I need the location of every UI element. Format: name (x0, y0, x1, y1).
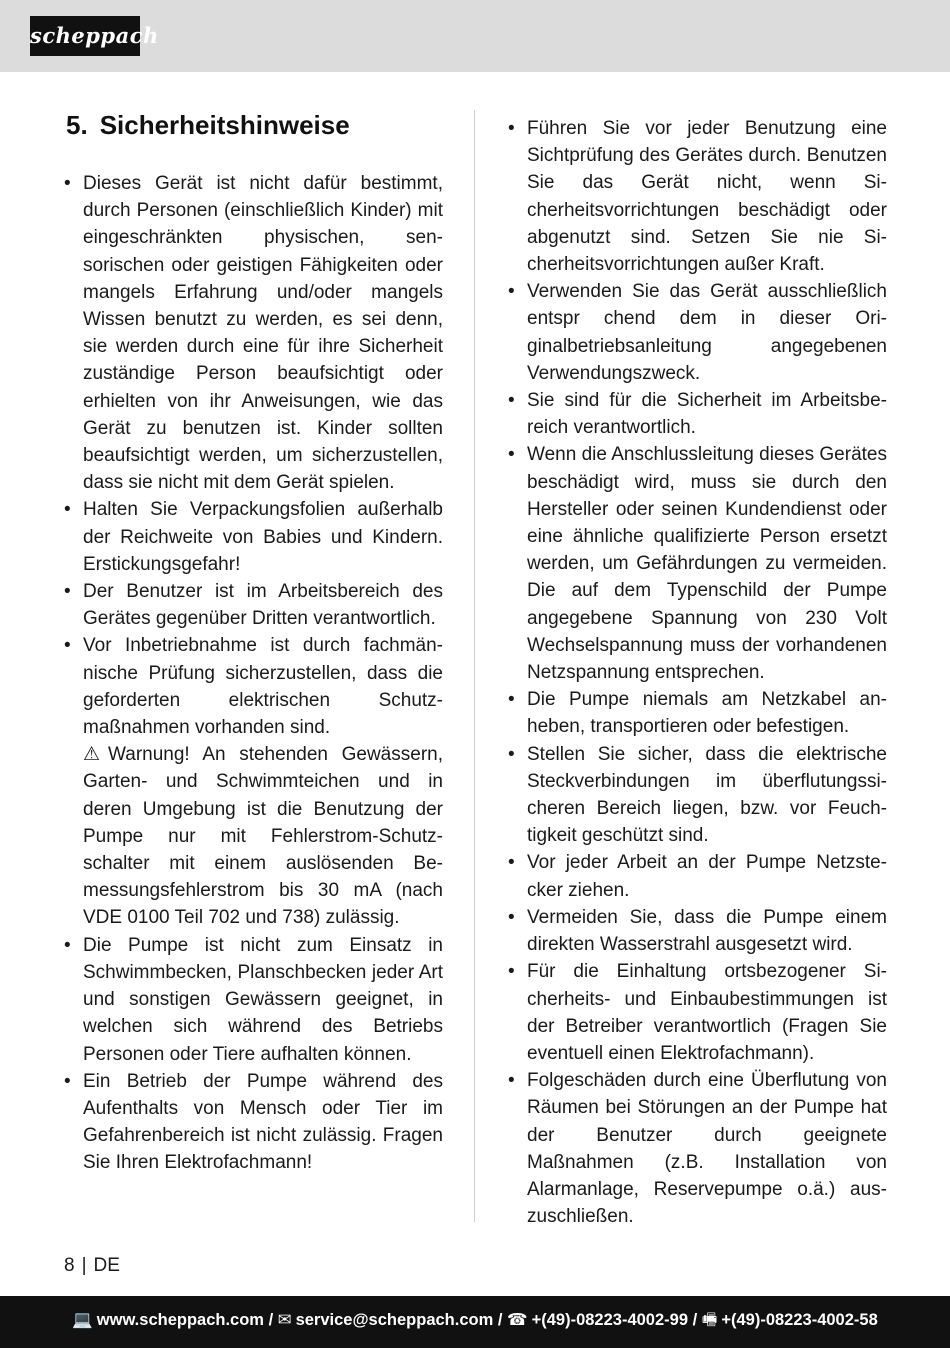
safety-note-15: • Für die Einhaltung ortsbezogener Sicherheits- und Einbaubestimmungen ist der Betreiber verantwortlich (Fragen Sie eventuell einen Elektrofachmann). (527, 958, 887, 1067)
safety-note-11: • Die Pumpe niemals am Netzkabel anheben, transportieren oder befestigen. (527, 686, 887, 740)
safety-note-12: • Stellen Sie sicher, dass die elektrische Steckverbindungen im überflutungssicheren Bereich liegen, bzw. vor Feuchtigkeit geschützt sind. (527, 741, 887, 850)
page-number (64, 1255, 120, 1277)
right-column (527, 115, 887, 1230)
footer-separator: / (493, 1311, 508, 1329)
mail-icon: ✉ (277, 1311, 292, 1329)
page-language: DE (93, 1255, 120, 1276)
brand-logo: scheppach (30, 16, 140, 56)
page-separator: | (81, 1255, 87, 1276)
contact-footer (0, 1296, 950, 1348)
safety-note-4: • Vor Inbetriebnahme ist durch fachmännische Prüfung sicherzustellen, dass die geforderten elektrischen Schutzmaßnahmen vorhanden sind. (83, 632, 443, 741)
section-title (66, 110, 350, 141)
phone-icon: ☎ (507, 1311, 528, 1329)
footer-separator: / (688, 1311, 702, 1329)
warning-triangle-icon: ⚠ (83, 744, 101, 766)
section-number: 5. (66, 110, 88, 140)
computer-icon: 💻 (72, 1311, 93, 1329)
footer-email[interactable]: service@scheppach.com (295, 1311, 494, 1329)
fax-icon: 🖷 (701, 1311, 718, 1329)
footer-phone[interactable]: +(49)-08223-4002-99 (531, 1311, 688, 1329)
warning-text: Warnung! An stehenden Gewässern, Garten- und Schwimmteichen und in deren Umgebung ist die Benutzung der Pumpe nur mit Fehlerstrom-Schutzschalter mit einem auslösenden Bemessungsfehlerstrom bis 30 mA (nach VDE 0100 Teil 702 und 738) zulässig. (83, 744, 443, 929)
safety-note-6: • Ein Betrieb der Pumpe während des Aufenthalts von Mensch oder Tier im Gefahrenbereich ist nicht zulässig. Fragen Sie Ihren Elektrofachmann! (83, 1068, 443, 1177)
safety-note-10: • Wenn die Anschlussleitung dieses Gerätes beschädigt wird, muss sie durch den Hersteller oder seinen Kundendienst oder eine ähnliche qualifizierte Person ersetzt werden, um Gefährdungen zu vermeiden. Die auf dem Typenschild der Pumpe angegebene Spannung von 230 Volt Wechselspannung muss der vorhandenen Netzspannung entsprechen. (527, 441, 887, 686)
safety-note-8: • Verwenden Sie das Gerät ausschließlich entspr chend dem in dieser Originalbetriebsanleitung angegebenen Verwendungszweck. (527, 278, 887, 387)
page-number-value: 8 (64, 1255, 75, 1276)
safety-note-5: • Die Pumpe ist nicht zum Einsatz in Schwimmbecken, Planschbecken jeder Art und sonstigen Gewässern geeignet, in welchen sich während des Betriebs Personen oder Tiere aufhalten können. (83, 932, 443, 1068)
footer-fax: +(49)-08223-4002-58 (721, 1311, 878, 1329)
footer-website[interactable]: www.scheppach.com (96, 1311, 264, 1329)
safety-note-7: • Führen Sie vor jeder Benutzung eine Sichtprüfung des Gerätes durch. Benutzen Sie das Gerät nicht, wenn Sicherheitsvorrichtungen beschädigt oder abgenutzt sind. Setzen Sie nie Sicherheitsvorrichtungen außer Kraft. (527, 115, 887, 278)
footer-separator: / (263, 1311, 278, 1329)
safety-note-3: • Der Benutzer ist im Arbeitsbereich des Gerätes gegenüber Dritten verantwortlich. (83, 578, 443, 632)
safety-note-14: • Vermeiden Sie, dass die Pumpe einem direkten Wasserstrahl ausgesetzt wird. (527, 904, 887, 958)
safety-note-1: • Dieses Gerät ist nicht dafür bestimmt, durch Personen (einschließlich Kinder) mit eingeschränkten physischen, sensorischen oder geistigen Fähigkeiten oder mangels Erfahrung und/oder mangels Wissen benutzt zu werden, es sei denn, sie werden durch eine für ihre Sicherheit zuständige Person beaufsichtigt oder erhielten von ihr Anweisungen, wie das Gerät zu benutzen ist. Kinder sollten beaufsichtigt werden, um sicherzustellen, dass sie nicht mit dem Gerät spielen. (83, 170, 443, 496)
safety-note-13: • Vor jeder Arbeit an der Pumpe Netzstecker ziehen. (527, 849, 887, 903)
section-title-text: Sicherheitshinweise (99, 110, 350, 140)
safety-note-16: • Folgeschäden durch eine Überflutung von Räumen bei Störungen an der Pumpe hat der Benutzer durch geeignete Maßnahmen (z.B. Installation von Alarmanlage, Reservepumpe o.ä.) auszuschließen. (527, 1067, 887, 1230)
column-divider (474, 110, 475, 1222)
warning-note (83, 741, 443, 931)
safety-note-2: • Halten Sie Verpackungsfolien außerhalb der Reichweite von Babies und Kindern. Erstickungsgefahr! (83, 496, 443, 578)
safety-note-9: • Sie sind für die Sicherheit im Arbeitsbereich verantwortlich. (527, 387, 887, 441)
page-header (0, 0, 950, 72)
left-column (83, 170, 443, 1177)
